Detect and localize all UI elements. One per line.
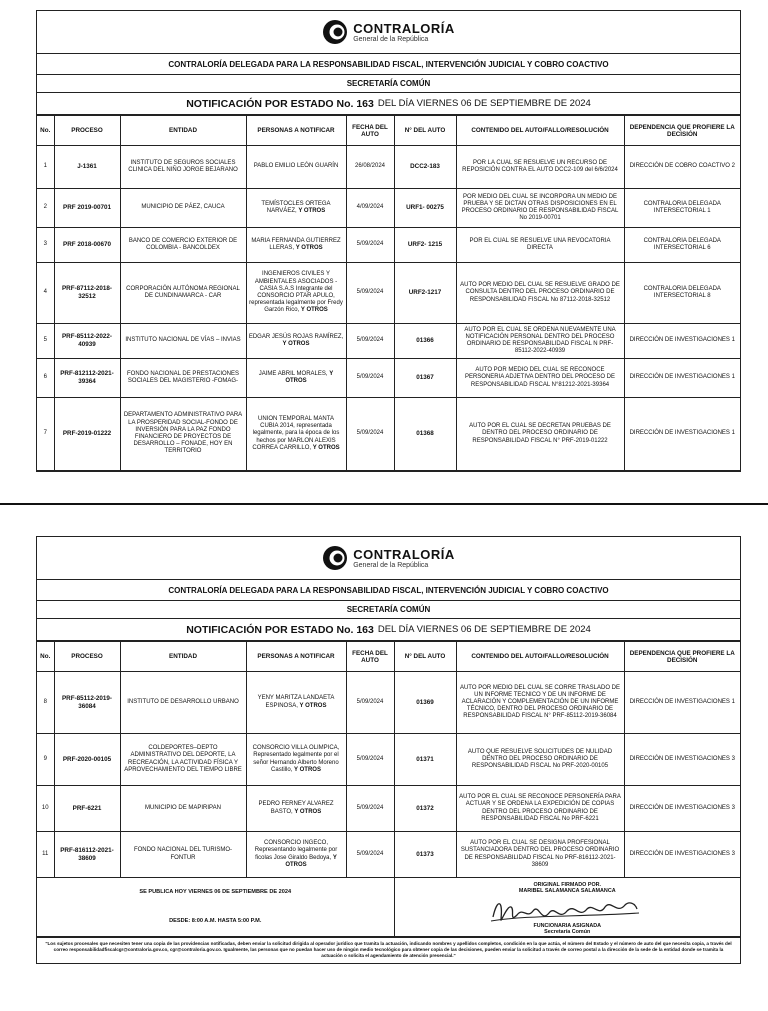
cell-no: 7 xyxy=(37,398,54,471)
col-dependencia: DEPENDENCIA QUE PROFIERE LA DECISIÓN xyxy=(624,116,740,146)
cell-personas xyxy=(246,263,346,324)
brand-name: CONTRALORÍA xyxy=(353,20,455,36)
col-entidad: ENTIDAD xyxy=(120,642,246,672)
col-fecha: FECHA DEL AUTO xyxy=(346,642,394,672)
cell-dependencia: DIRECCIÓN DE INVESTIGACIONES 1 xyxy=(624,324,740,359)
personas-name: MARIA FERNANDA GUTIERREZ LLERAS, xyxy=(251,237,341,251)
cell-personas xyxy=(246,228,346,263)
cell-proceso: PRF 2019-00701 xyxy=(54,189,120,228)
cell-no: 10 xyxy=(37,786,54,832)
cell-dependencia: DIRECCIÓN DE INVESTIGACIONES 1 xyxy=(624,398,740,471)
col-auto: N° DEL AUTO xyxy=(394,116,456,146)
cell-personas xyxy=(246,786,346,832)
cell-contenido: AUTO POR EL CUAL SE DECRETAN PRUEBAS DE DENTRO DEL PROCESO ORDINARIO DE RESPONSABILIDAD FISCAL N° PRF-2019-01222 xyxy=(456,398,624,471)
logo-row xyxy=(37,537,740,580)
cell-personas xyxy=(246,324,346,359)
personas-name: JAIME ABRIL MORALES, xyxy=(258,370,328,377)
col-no: No. xyxy=(37,116,54,146)
cell-fecha: 5/09/2024 xyxy=(346,398,394,471)
cell-auto: DCC2-183 xyxy=(394,146,456,189)
cell-proceso: PRF-812112-2021-39364 xyxy=(54,359,120,398)
cell-dependencia: DIRECCIÓN DE INVESTIGACIONES 1 xyxy=(624,359,740,398)
cell-entidad: DEPARTAMENTO ADMINISTRATIVO PARA LA PROSPERIDAD SOCIAL-FONDO DE INVERSIÓN PARA LA PAZ FONDO FINANCIERO DE PROYECTOS DE DESARROLLO – FONADE, HOY EN TERRITORIO xyxy=(120,398,246,471)
table-row xyxy=(37,786,740,832)
personas-name: YENY MARITZA LANDAETA ESPINOSA, xyxy=(257,695,335,709)
cell-auto: URF2- 1215 xyxy=(394,228,456,263)
cell-no: 1 xyxy=(37,146,54,189)
cell-auto: 01366 xyxy=(394,324,456,359)
contraloria-logo xyxy=(322,545,455,571)
cell-fecha: 5/09/2024 xyxy=(346,359,394,398)
cell-contenido: AUTO POR EL CUAL SE DESIGNA PROFESIONAL SUSTANCIADORA DENTRO DEL PROCESO ORDINARIO DE RESPONSABILIDAD FISCAL No PRF-816112-2021-38609 xyxy=(456,832,624,878)
personas-name: EDGAR JESÚS ROJAS RAMÍREZ, xyxy=(248,333,344,340)
cell-no: 8 xyxy=(37,672,54,734)
table-row xyxy=(37,146,740,189)
personas-otros: Y OTROS xyxy=(298,208,326,214)
cell-dependencia: DIRECCIÓN DE COBRO COACTIVO 2 xyxy=(624,146,740,189)
cell-contenido: AUTO POR MEDIO DEL CUAL SE RECONOCE PERSONERIA ADJETIVA DENTRO DEL PROCESO DE RESPONSABILIDAD FISCAL N°81212-2021-39364 xyxy=(456,359,624,398)
cell-fecha: 5/09/2024 xyxy=(346,734,394,786)
notice-page-1 xyxy=(36,10,741,472)
cell-contenido: POR MEDIO DEL CUAL SE INCORPORA UN MEDIO DE PRUEBA Y SE DICTAN OTRAS DISPOSICIONES EN EL PROCESO ORDINARIO DE RESPONSABILIDAD FISCAL No 2019-00701 xyxy=(456,189,624,228)
personas-otros: Y OTROS xyxy=(285,370,334,384)
cell-proceso: PRF-6221 xyxy=(54,786,120,832)
col-personas: PERSONAS A NOTIFICAR xyxy=(246,116,346,146)
cell-contenido: POR LA CUAL SE RESUELVE UN RECURSO DE REPOSICIÓN CONTRA EL AUTO DCC2-109 del 6/6/2024 xyxy=(456,146,624,189)
personas-name: CONSORCIO VILLA OLIMPICA, Representado legalmente por el señor Hernando Alberto Moreno Castillo, xyxy=(252,745,340,773)
cell-proceso: PRF-87112-2018-32512 xyxy=(54,263,120,324)
cell-fecha: 4/09/2024 xyxy=(346,189,394,228)
cell-fecha: 5/09/2024 xyxy=(346,263,394,324)
personas-name: CONSORCIO INGECO, Representando legalmente por ficolas Jose Giraldo Bedoya, xyxy=(254,840,338,861)
footer-row-1 xyxy=(37,878,740,906)
notification-number: NOTIFICACIÓN POR ESTADO No. 163 xyxy=(186,97,374,110)
cell-dependencia: DIRECCIÓN DE INVESTIGACIONES 1 xyxy=(624,672,740,734)
contraloria-emblem-icon xyxy=(322,545,348,571)
table-row xyxy=(37,672,740,734)
cell-proceso: PRF-2019-01222 xyxy=(54,398,120,471)
col-personas: PERSONAS A NOTIFICAR xyxy=(246,642,346,672)
cell-dependencia: CONTRALORIA DELEGADA INTERSECTORIAL 1 xyxy=(624,189,740,228)
personas-otros: Y OTROS xyxy=(282,341,310,347)
signer-role: FUNCIONARIA ASIGNADA xyxy=(533,922,602,929)
cell-dependencia: CONTRALORIA DELEGADA INTERSECTORIAL 6 xyxy=(624,228,740,263)
cell-proceso: PRF-85112-2022-40939 xyxy=(54,324,120,359)
cell-contenido: AUTO QUE RESUELVE SOLICITUDES DE NULIDAD DENTRO DEL PROCESO ORDINARIO DE RESPONSABILIDAD FISCAL No PRF-2020-00105 xyxy=(456,734,624,786)
col-proceso: PROCESO xyxy=(54,642,120,672)
cell-no: 4 xyxy=(37,263,54,324)
cell-contenido: AUTO POR MEDIO DEL CUAL SE RESUELVE GRADO DE CONSULTA DENTRO DEL PROCESO ORDINARIO DE RESPONSABILIDAD FISCAL No 87112-2018-32512 xyxy=(456,263,624,324)
cell-personas xyxy=(246,734,346,786)
table-row xyxy=(37,189,740,228)
cell-proceso: PRF-2020-00105 xyxy=(54,734,120,786)
cell-auto: 01373 xyxy=(394,832,456,878)
cell-entidad: MUNICIPIO DE PÁEZ, CAUCA xyxy=(120,189,246,228)
page-separator xyxy=(0,503,768,505)
cell-dependencia: DIRECCIÓN DE INVESTIGACIONES 3 xyxy=(624,832,740,878)
notices-table-1 xyxy=(37,115,740,471)
personas-name: INGENIEROS CIVILES Y AMBIENTALES ASOCIADOS - CASIA S.A.S Integrante del CONSORCIO PTAR APULO, representada legalmente por Fredy Garzón Rico, xyxy=(249,271,343,314)
col-contenido: CONTENIDO DEL AUTO/FALLO/RESOLUCIÓN xyxy=(456,116,624,146)
page-title: CONTRALORÍA DELEGADA PARA LA RESPONSABILIDAD FISCAL, INTERVENCIÓN JUDICIAL Y COBRO COACTIVO xyxy=(37,54,740,75)
personas-name: TEMÍSTOCLES ORTEGA NARVÁEZ, xyxy=(261,200,331,214)
cell-personas xyxy=(246,398,346,471)
cell-auto: 01368 xyxy=(394,398,456,471)
cell-personas xyxy=(246,146,346,189)
secretaria-label: SECRETARÍA COMÚN xyxy=(37,75,740,93)
cell-fecha: 5/09/2024 xyxy=(346,672,394,734)
notification-heading xyxy=(37,93,740,115)
cell-entidad: FONDO NACIONAL DE PRESTACIONES SOCIALES DEL MAGISTERIO -FOMAG- xyxy=(120,359,246,398)
col-dependencia: DEPENDENCIA QUE PROFIERE LA DECISIÓN xyxy=(624,642,740,672)
copy-request-note: "Los sujetos procesales que necesiten tener una copia de las providencias notificadas, deben enviar la solicitud dirigida al operador jurídico que tramita la actuación, indicando nombres y apellidos completos, condición en la que actúa, el número del Estado y el número de auto del que necesita copia, a través del correo responsabilidadfiscalcgr@contraloria.gov.co, cgr@contraloria.gov.co. Igualmente, las personas que no puedan hacer uso de ningún medio tecnológico para obtener copia de las decisiones, pueden enviar la solicitud a través de correo postal a la dirección de la sede de la entidad donde se tramita la actuación o solicita el agendamiento de atención presencial." xyxy=(37,937,740,963)
table-row xyxy=(37,398,740,471)
cell-dependencia: DIRECCIÓN DE INVESTIGACIONES 3 xyxy=(624,734,740,786)
cell-auto: 01371 xyxy=(394,734,456,786)
cell-personas xyxy=(246,832,346,878)
col-auto: N° DEL AUTO xyxy=(394,642,456,672)
cell-auto: URF1- 00275 xyxy=(394,189,456,228)
table-row xyxy=(37,324,740,359)
table-row xyxy=(37,734,740,786)
table-header-row xyxy=(37,116,740,146)
cell-no: 3 xyxy=(37,228,54,263)
col-no: No. xyxy=(37,642,54,672)
cell-entidad: INSTITUTO DE DESARROLLO URBANO xyxy=(120,672,246,734)
cell-proceso: PRF-816112-2021-38609 xyxy=(54,832,120,878)
cell-dependencia: DIRECCIÓN DE INVESTIGACIONES 3 xyxy=(624,786,740,832)
cell-entidad: COLDEPORTES–DEPTO ADMINISTRATIVO DEL DEPORTE, LA RECREACIÓN, LA ACTIVIDAD FÍSICA Y APROVECHAMIENTO DEL TIEMPO LIBRE xyxy=(120,734,246,786)
cell-proceso: PRF-85112-2019-36084 xyxy=(54,672,120,734)
cell-fecha: 5/09/2024 xyxy=(346,832,394,878)
signer-name: MARIBEL SALAMANCA SALAMANCA xyxy=(518,888,616,895)
personas-name: PEDRO FERNEY ALVAREZ BASTO, xyxy=(258,801,334,815)
cell-personas xyxy=(246,359,346,398)
cell-auto: URF2-1217 xyxy=(394,263,456,324)
table-row xyxy=(37,359,740,398)
personas-name: PABLO EMILIO LEÓN GUARÍN xyxy=(253,163,339,170)
table-row xyxy=(37,263,740,324)
cell-auto: 01372 xyxy=(394,786,456,832)
cell-entidad: BANCO DE COMERCIO EXTERIOR DE COLOMBIA - BANCOLDEX xyxy=(120,228,246,263)
signer-office: Secretaría Común xyxy=(544,929,591,936)
cell-contenido: AUTO POR EL CUAL SE RECONOCE PERSONERÍA PARA ACTUAR Y SE ORDENA LA EXPEDICIÓN DE COPIAS DENTRO DEL PROCESO ORDINARIO DE RESPONSABILIDAD FISCAL No PRF-6221 xyxy=(456,786,624,832)
cell-no: 9 xyxy=(37,734,54,786)
cell-entidad: MUNICIPIO DE MAPIRIPAN xyxy=(120,786,246,832)
cell-proceso: PRF 2018-00670 xyxy=(54,228,120,263)
logo-row xyxy=(37,11,740,54)
personas-otros: Y OTROS xyxy=(299,702,327,709)
personas-otros: Y OTROS xyxy=(312,444,340,451)
notification-number: NOTIFICACIÓN POR ESTADO No. 163 xyxy=(186,623,374,636)
cell-entidad: CORPORACIÓN AUTÓNOMA REGIONAL DE CUNDINAMARCA - CAR xyxy=(120,263,246,324)
cell-contenido: AUTO POR EL CUAL SE ORDENA NUEVAMENTE UNA NOTIFICACIÓN PERSONAL DENTRO DEL PROCESO ORDINARIO DE RESPONSABILIDAD FISCAL N PRF-85112-2022-40939 xyxy=(456,324,624,359)
personas-otros: Y OTROS xyxy=(294,766,321,773)
col-fecha: FECHA DEL AUTO xyxy=(346,116,394,146)
cell-fecha: 5/09/2024 xyxy=(346,228,394,263)
notices-table-2 xyxy=(37,641,740,937)
cell-personas xyxy=(246,189,346,228)
cell-auto: 01369 xyxy=(394,672,456,734)
cell-entidad: INSTITUTO NACIONAL DE VÍAS – INVIAS xyxy=(120,324,246,359)
table-row xyxy=(37,832,740,878)
contraloria-emblem-icon xyxy=(322,19,348,45)
signature-block xyxy=(394,878,740,937)
cell-auto: 01367 xyxy=(394,359,456,398)
page-title: CONTRALORÍA DELEGADA PARA LA RESPONSABILIDAD FISCAL, INTERVENCIÓN JUDICIAL Y COBRO COACTIVO xyxy=(37,580,740,601)
col-contenido: CONTENIDO DEL AUTO/FALLO/RESOLUCIÓN xyxy=(456,642,624,672)
col-entidad: ENTIDAD xyxy=(120,116,246,146)
personas-otros: Y OTROS xyxy=(285,854,337,868)
publication-hours: DESDE: 8:00 A.M. HASTA 5:00 P.M. xyxy=(37,906,394,937)
cell-fecha: 5/09/2024 xyxy=(346,324,394,359)
cell-personas xyxy=(246,672,346,734)
table-row xyxy=(37,228,740,263)
personas-otros: Y OTROS xyxy=(294,808,322,815)
cell-no: 5 xyxy=(37,324,54,359)
personas-otros: Y OTROS xyxy=(300,307,328,314)
notification-heading xyxy=(37,619,740,641)
cell-proceso: J-1361 xyxy=(54,146,120,189)
notification-date: DEL DÍA VIERNES 06 DE SEPTIEMBRE DE 2024 xyxy=(377,98,591,109)
cell-no: 6 xyxy=(37,359,54,398)
table-header-row xyxy=(37,642,740,672)
brand-subtitle: General de la República xyxy=(353,35,429,43)
cell-contenido: AUTO POR MEDIO DEL CUAL SE CORRE TRASLADO DE UN INFORME TECNICO Y DE UN INFORME DE ACLARACIÓN Y COMPLEMENTACIÓN DE UN INFORME TÉCNICO, DENTRO DEL PROCESO ORDINARIO DE RESPONSABILIDAD FISCAL N° PRF-85112-2019-36084 xyxy=(456,672,624,734)
personas-name: UNION TEMPORAL MANTA CUBIA 2014, representada legalmente, para la época de los hechos por MARLON ALEXIS CORREA CARRILLO, xyxy=(252,416,340,451)
original-signed-label: ORIGINAL FIRMADO POR. xyxy=(533,882,602,888)
cell-contenido: POR EL CUAL SE RESUELVE UNA REVOCATORIA DIRECTA xyxy=(456,228,624,263)
cell-no: 11 xyxy=(37,832,54,878)
cell-fecha: 26/08/2024 xyxy=(346,146,394,189)
cell-no: 2 xyxy=(37,189,54,228)
personas-otros: Y OTROS xyxy=(295,245,323,251)
secretaria-label: SECRETARÍA COMÚN xyxy=(37,601,740,619)
cell-dependencia: CONTRALORIA DELEGADA INTERSECTORIAL 8 xyxy=(624,263,740,324)
contraloria-logo xyxy=(322,19,455,45)
brand-subtitle: General de la República xyxy=(353,561,429,569)
cell-entidad: FONDO NACIONAL DEL TURISMO-FONTUR xyxy=(120,832,246,878)
col-proceso: PROCESO xyxy=(54,116,120,146)
cell-fecha: 5/09/2024 xyxy=(346,786,394,832)
notice-page-2 xyxy=(36,536,741,964)
cell-entidad: INSTITUTO DE SEGUROS SOCIALES CLINICA DEL NIÑO JORGE BEJARANO xyxy=(120,146,246,189)
notification-date: DEL DÍA VIERNES 06 DE SEPTIEMBRE DE 2024 xyxy=(377,624,591,635)
brand-name: CONTRALORÍA xyxy=(353,546,455,562)
publication-date: SE PUBLICA HOY VIERNES 06 DE SEPTIEMBRE DE 2024 xyxy=(37,878,394,906)
